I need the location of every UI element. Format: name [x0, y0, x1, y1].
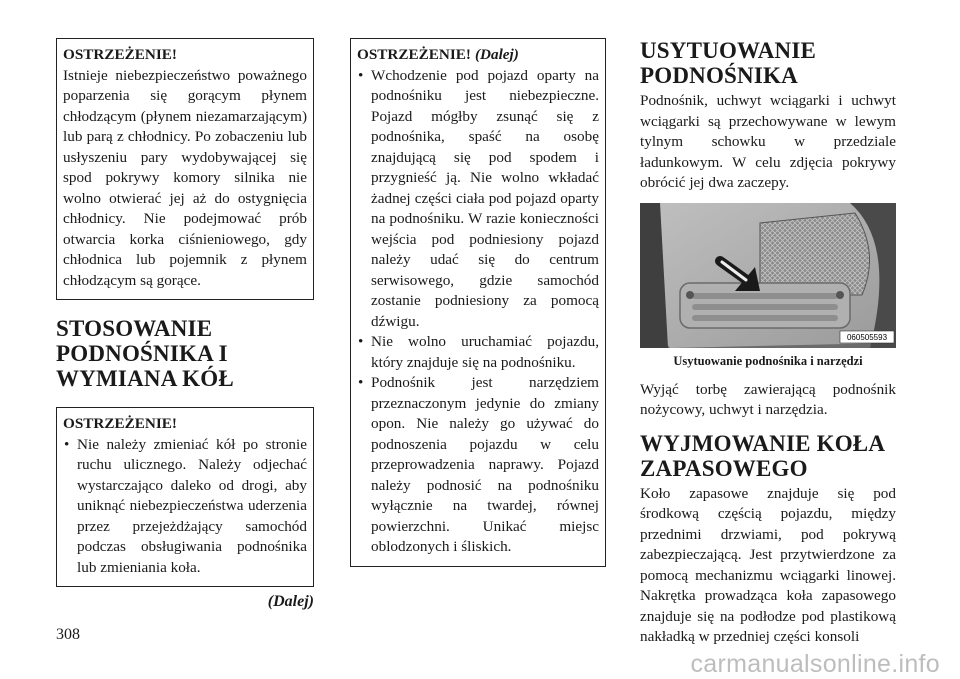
figure-caption: Usytuowanie podnośnika i narzędzi [673, 353, 863, 368]
warning-box-continued [350, 38, 606, 567]
warning-box-traffic [56, 407, 314, 587]
warning-item: • Wchodzenie pod pojazd oparty na podnośniku jest niebezpieczne. Pojazd mógłby zsunąć się z podnośnika, spaść na osobę znajdującą się pod spodem i przygnieść ją. Nie wolno wkładać żadnej części ciała pod pojazd oparty na podnośniku. W razie konieczności wejścia pod podniesiony pojazd należy udać się do centrum serwisowego, gdzie samochód zostanie podniesiony za pomocą dźwigu. [357, 66, 599, 333]
warning-title-text: OSTRZEŻENIE! [357, 46, 471, 63]
warning-item: • Podnośnik jest narzędziem przeznaczonym jedynie do zmiany opon. Nie należy go używać do podnoszenia pojazdu w celu przeprowadzenia naprawy. Pojazd należy podnosić na podnośniku wyłącznie na twardej, równej powierzchni. Unikać miejsc oblodzonych i śliskich. [357, 373, 599, 558]
heading-line: PODNOŚNIKA [640, 63, 798, 88]
paragraph-remove-bag: Wyjąć torbę zawierającą podnośnik nożycowy, uchwyt i narzędzia. [640, 380, 896, 418]
heading-line: ZAPASOWEGO [640, 455, 808, 481]
middle-column [350, 38, 606, 567]
heading-line: STOSOWANIE [56, 316, 213, 341]
heading-line: PODNOŚNIKA I [56, 341, 228, 366]
right-column [640, 38, 896, 648]
heading-line: USYTUOWANIE [640, 38, 817, 63]
heading-line: WYJMOWANIE KOŁA [640, 430, 886, 456]
continued-label: (Dalej) [267, 593, 314, 610]
watermark: carmanualsonline.info [690, 650, 940, 678]
warning-title-continued: (Dalej) [474, 46, 519, 63]
storage-compartment-illustration [640, 203, 896, 348]
left-column [56, 38, 314, 611]
warning-title [357, 45, 599, 66]
jack-storage-photo [640, 203, 896, 348]
warning-box-coolant [56, 38, 314, 300]
section-heading-spare-removal [640, 431, 896, 481]
warning-title: OSTRZEŻENIE! [63, 415, 177, 432]
paragraph-spare-location: Koło zapasowe znajduje się pod środkową częścią pojazdu, między przednimi drzwiami, pod pokrywą zabezpieczającą. Jest przytwierdzone za pomocą mechanizmu wciągarki linowej. Nakrętka prowadząca koła zapasowego znajduje się na podłodze pod plastikową nakładką w przedniej części konsoli [640, 484, 896, 645]
figure-code: 060505593 [846, 332, 888, 342]
heading-line: WYMIANA KÓŁ [56, 366, 234, 391]
warning-list [357, 66, 599, 558]
warning-item: • Nie wolno uruchamiać pojazdu, który znajduje się na podnośniku. [357, 332, 599, 373]
page-number: 308 [56, 626, 80, 643]
section-heading-jack-usage [56, 316, 314, 391]
section-heading-jack-location [640, 38, 896, 88]
warning-text: Istnieje niebezpieczeństwo poważnego poparzenia się gorącym płynem chłodzącym (płynem niezamarzającym) lub parą z chłodnicy. Po zobaczeniu lub usłyszeniu pary wydobywającej się spod pokrywy komory silnika nie wolno otwierać jej aż do ostygnięcia chłodnicy. Nie podejmować prób otwarcia korka ciśnieniowego, gdy chłodnica lub pojemnik z płynem chłodzącym są gorące. [63, 66, 307, 289]
warning-item: • Nie należy zmieniać kół po stronie ruchu ulicznego. Należy odjechać wystarczająco daleko od drogi, aby uniknąć niebezpieczeństwa uderzenia przez przejeżdżający samochód podczas obsługiwania podnośnika lub zmieniania koła. [63, 435, 307, 579]
warning-title: OSTRZEŻENIE! [63, 46, 177, 63]
paragraph-jack-location: Podnośnik, uchwyt wciągarki i uchwyt wciągarki są przechowywane w lewym tylnym schowku w przedziale ładunkowym. W celu zdjęcia pokrywy obrócić jej dwa zaczepy. [640, 92, 896, 191]
warning-list [63, 435, 307, 579]
